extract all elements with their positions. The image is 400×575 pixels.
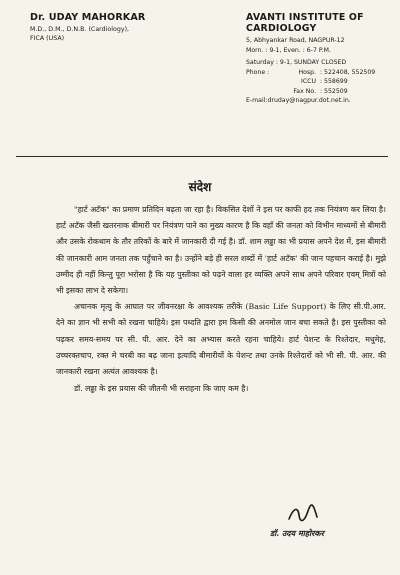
body-paragraph: "हार्ट अटॅक" का प्रमाण प्रतिदिन बढ़ता जा रहा है। विकसित देशों ने इस पर काफी हद तक नियंत्रण कर लिया है। हार्ट अटॅक जैसी खतरनाक बीमारी पर नियंत्रण पाने का मुख्य कारण है कि वहाँ की जनता को विभीन माध्यमों से बीमारी और उसके रोकथाम के तौर तरिकों के बारे में जानकारी दी गई है। डॉ. शाम लढ्ढा का भी प्रयास अपने देश में, इस बीमारी की जानकारी आम जनता तक पहुँचाने का है। उन्होंने बड़े ही सरल शब्दों में 'हार्ट अटॅक' की जान पहचान कराई है। मुझे उम्मीद ही नहीं किन्तु पूरा भरोसा है कि यह पुस्तीका को पढ़ने वाला हर व्यक्ति अपने साथ अपने परिवार एवम् मित्रों को भी इसका लाभ दे सकेगा। [56, 205, 386, 296]
hours-morning-evening: Morn. : 9-1, Even. : 6-7 P.M. [246, 46, 331, 54]
institute-address: 5, Abhyankar Road, NAGPUR-12 [246, 37, 345, 44]
qualification-line: FICA (USA) [30, 35, 65, 42]
doctor-qualifications [30, 25, 200, 43]
phone-row [246, 87, 396, 97]
hours-saturday: Saturday : 9-1, SUNDAY CLOSED [246, 59, 347, 66]
qualification-line: M.D., D.M., D.N.B. (Cardiology), [30, 26, 130, 33]
phone-row [246, 77, 396, 87]
phone-sublabel: Hosp. [298, 68, 316, 76]
phone-value: : 552509 [320, 87, 348, 95]
phone-row [246, 68, 396, 78]
phone-value: : 522408, 552509 [320, 68, 376, 76]
phone-sublabel: Fax No. [293, 87, 316, 95]
letterhead-institute [246, 12, 396, 106]
letterhead-doctor [30, 12, 200, 43]
letterhead-divider [16, 156, 388, 157]
body-paragraph: अचानक मृत्यु के आघात पर जीवनरक्षा के आवश्यक तरीके (Basic Life Support) के लिए सी.पी.आर. देने का ज्ञान भी सभी को रखना चाहिये। इस पध्दति द्वारा हम किसी की अनमोल जान बचा सकते है। इस पुस्तीका को पढ़कर समय-समय पर सी. पी. आर. देने का अभ्यास करते रहना चाहिये। हार्ट पेशन्ट के रिश्तेदार, मधुमेह, उच्चरक्तचाप, रक्त मे चरबी का बढ़ जाना इत्यादि बीमारीयों के पेशन्ट तथा उनके रिश्तेदारों को भी सी. पी. आर. की जानकारी रखना अत्यंत आवश्यक है। [56, 302, 386, 377]
phone-sublabel: ICCU [301, 78, 316, 85]
signature-name: डॉ. उदय माहोरकर [270, 528, 324, 538]
doctor-name: Dr. UDAY MAHORKAR [30, 12, 146, 23]
letter-body [56, 202, 386, 397]
institute-name: CARDIOLOGY [246, 23, 317, 34]
signature-scribble [286, 503, 320, 525]
phone-value: : 558699 [320, 78, 348, 85]
institute-email: E-mail:druday@nagpur.dot.net.in. [246, 97, 351, 104]
institute-name: AVANTI INSTITUTE OF [246, 12, 364, 23]
body-paragraph: डॉ. लढ्ढा के इस प्रयास की जीतनी भी सराहना कि जाए कम है। [74, 384, 249, 394]
phone-label: Phone : [246, 68, 270, 76]
letter-title: संदेश [188, 180, 212, 194]
